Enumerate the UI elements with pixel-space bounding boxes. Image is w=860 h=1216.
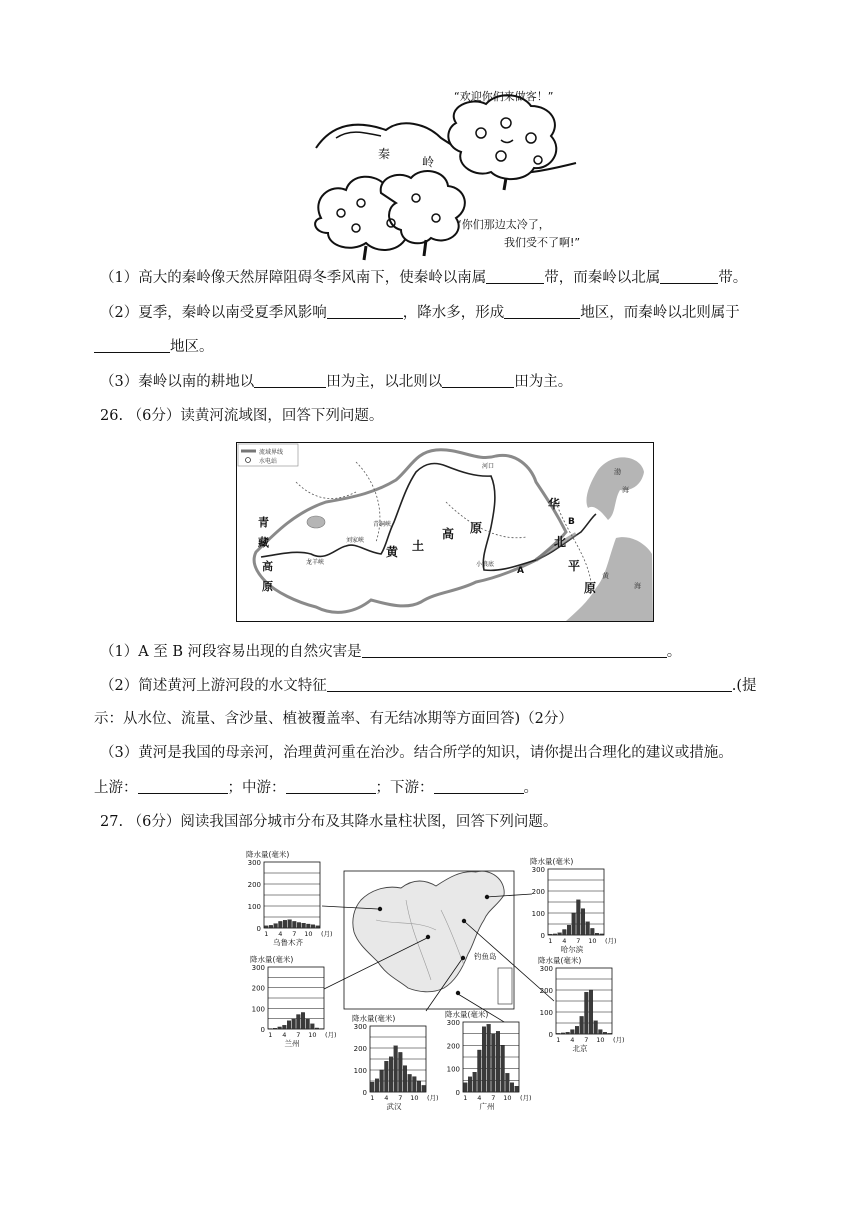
chart-bar [594,1021,598,1034]
chart-bar [515,1086,519,1092]
chart-bar [585,992,589,1034]
chart-bar [283,920,287,928]
chart-ytick: 200 [531,888,545,896]
chart-xtick: 7 [292,930,297,938]
svg-text:B: B [568,517,575,527]
svg-text:河口: 河口 [482,463,495,470]
svg-text:A: A [517,566,524,576]
q25-blank-6[interactable] [254,373,326,388]
svg-text:高: 高 [442,527,455,541]
chart-bar [315,1028,319,1029]
chart-xtick: 4 [562,937,567,945]
chart-city-title: 北京 [572,1044,588,1053]
q25-part3: （3）秦岭以南的耕地以 田为主，以北则以 田为主。 [100,374,573,390]
svg-text:海: 海 [622,486,629,494]
chart-bar [464,1083,468,1092]
chart-bar [283,1025,287,1029]
chart-xtick: 10 [588,937,597,945]
svg-text:流域界线: 流域界线 [259,449,284,456]
chart-ylabel: 降水量(毫米) [445,1010,489,1019]
chart-xtick: 4 [384,1094,389,1102]
chart-bar [589,990,593,1034]
north-tree-illustration [315,171,465,260]
svg-text:华: 华 [548,497,561,511]
chart-ytick: 0 [256,925,261,933]
q26-part3: （3）黄河是我国的母亲河，治理黄河重在治沙。结合所学的知识，请你提出合理化的建议或措施。 [100,745,733,761]
q25-blank-3[interactable] [327,304,403,319]
chart-xtick: 4 [282,1031,287,1039]
chart-bar [501,1045,505,1092]
chart-city-title: 广州 [479,1102,495,1111]
chart-bar [403,1066,407,1092]
chart-bar [603,1032,607,1034]
mountain-label-ling: 岭 [422,155,435,169]
chart-xlabel: (月) [613,1036,625,1044]
chart-ytick: 0 [548,1031,553,1039]
chart-xlabel: (月) [520,1094,532,1102]
chart-bar [306,1019,310,1029]
chart-ytick: 100 [353,1067,367,1075]
chart-ytick: 100 [446,1065,460,1074]
q25-blank-2[interactable] [660,269,718,284]
chart-bar [487,1024,491,1092]
chart-bar [572,913,576,935]
chart-bar [297,923,301,929]
chart-bar [492,1034,496,1092]
chart-bar [595,933,599,935]
q26-part2: （2）简述黄河上游河段的水文特征 .(提 [100,678,757,694]
chart-bar [473,1072,477,1092]
precip-chart-3 [352,1013,439,1111]
chart-bar [274,924,278,928]
chart-xlabel: (月) [321,930,333,938]
chart-xtick: 10 [596,1036,605,1044]
chart-xtick: 10 [410,1094,419,1102]
chart-xtick: 1 [264,930,269,938]
chart-xtick: 4 [477,1094,482,1102]
chart-bar [482,1027,486,1092]
chart-bar [577,900,581,935]
svg-text:钓鱼岛: 钓鱼岛 [474,952,497,961]
chart-ytick: 300 [531,866,545,874]
china-precipitation-figure [236,840,626,1116]
chart-ylabel: 降水量(毫米) [538,956,582,965]
chart-xtick: 1 [268,1031,273,1039]
q25-blank-7[interactable] [442,373,514,388]
chart-bar [553,934,557,935]
precip-chart-1 [246,849,333,947]
chart-ytick: 100 [247,903,261,911]
chart-bar [292,1019,296,1029]
svg-text:原: 原 [262,580,273,593]
svg-text:原: 原 [470,521,483,535]
q25-part1: （1）高大的秦岭像天然屏障阻碍冬季风南下，使秦岭以南属 带，而秦岭以北属 带。 [100,270,748,286]
chart-xtick: 7 [491,1094,496,1102]
q25-part2: （2）夏季，秦岭以南受夏季风影响 ，降水多，形成 地区，而秦岭以北则属于 [100,305,740,321]
svg-text:刘家峡: 刘家峡 [346,537,365,544]
chart-bar [422,1085,426,1092]
chart-city-title: 武汉 [386,1102,402,1111]
chart-bar [311,925,315,928]
chart-ylabel: 降水量(毫米) [246,850,290,859]
chart-ytick: 300 [251,964,265,972]
city-dot-urumqi [378,907,382,911]
chart-bar [307,924,311,928]
svg-text:海: 海 [634,582,641,590]
chart-bar [278,1027,282,1029]
chart-ytick: 200 [353,1045,367,1053]
chart-xtick: 7 [296,1031,301,1039]
svg-text:小浪底: 小浪底 [476,561,495,568]
chart-bar [567,925,571,935]
chart-ytick: 200 [251,984,265,993]
chart-ytick: 200 [539,987,553,995]
south-tree-illustration [448,95,556,190]
chart-ytick: 300 [247,859,261,867]
chart-bar [506,1073,510,1092]
svg-text:黄: 黄 [602,572,609,580]
svg-text:青铜峡: 青铜峡 [373,521,392,528]
chart-ytick: 0 [455,1089,460,1097]
q26-part2-hint: 示：从水位、流量、含沙量、植被覆盖率、有无结冰期等方面回答)（2分） [94,711,573,727]
svg-text:北: 北 [554,535,567,549]
chart-bar [375,1079,379,1092]
q26-part4: 上游： ；中游： ；下游： 。 [94,780,538,796]
chart-bar [288,920,292,928]
chart-bar [279,921,283,928]
chart-bar [549,934,553,935]
chart-xlabel: (月) [427,1094,439,1102]
chart-bar [478,1050,482,1092]
chart-bar [287,1021,291,1029]
precip-chart-5 [530,856,617,954]
chart-bar [265,926,269,928]
chart-bar [301,1012,305,1029]
chart-xtick: 1 [548,937,553,945]
chart-bar [600,934,604,935]
chart-bar [385,1061,389,1092]
chart-xtick: 4 [570,1036,575,1044]
q26-blank-1[interactable] [362,643,667,658]
chart-ytick: 300 [353,1023,367,1031]
chart-bar [586,922,590,935]
chart-bar [591,928,595,935]
svg-text:原: 原 [584,581,597,595]
q26-title: 26. （6分）读黄河流域图，回答下列问题。 [100,408,384,424]
svg-text:土: 土 [412,539,425,553]
chart-bar [413,1077,417,1092]
q26-blank-downstream[interactable] [434,779,524,794]
speech-bottom-1: “你们那边太冷了， [456,218,550,231]
chart-bar [561,1033,565,1034]
chart-xtick: 10 [304,930,313,938]
chart-bar [566,1032,570,1034]
chart-xtick: 10 [503,1094,512,1102]
q25-blank-5[interactable] [94,338,170,353]
chart-bar [273,1028,277,1029]
svg-text:高: 高 [262,560,273,573]
chart-ylabel: 降水量(毫米) [530,857,574,866]
chart-ytick: 100 [251,1005,265,1014]
speech-top: “欢迎你们来做客！” [454,90,554,103]
q25-blank-1[interactable] [486,269,544,284]
chart-bar [269,925,273,928]
chart-city-title: 哈尔滨 [560,945,584,954]
chart-bar [371,1082,375,1092]
chart-bar [557,1033,561,1034]
chart-ytick: 0 [540,932,545,940]
svg-text:平: 平 [568,559,581,573]
chart-bar [599,1030,603,1034]
chart-ytick: 0 [362,1089,367,1097]
chart-xtick: 7 [584,1036,589,1044]
chart-bar [302,923,306,928]
chart-xtick: 1 [370,1094,375,1102]
svg-text:水电站: 水电站 [259,458,278,465]
chart-bar [417,1081,421,1092]
chart-ytick: 300 [446,1019,460,1027]
chart-ytick: 100 [531,910,545,918]
q26-part1: （1）A 至 B 河段容易出现的自然灾害是 。 [100,644,682,660]
chart-bar [510,1083,514,1092]
chart-bar [293,921,297,928]
chart-bar [408,1074,412,1092]
svg-text:龙羊峡: 龙羊峡 [306,559,325,566]
chart-xtick: 10 [308,1031,317,1039]
chart-ytick: 200 [446,1042,460,1051]
mountain-label-qin: 秦 [378,147,391,161]
chart-bar [581,909,585,935]
chart-bar [580,1016,584,1034]
chart-bar [558,933,562,935]
q27-title: 27. （6分）阅读我国部分城市分布及其降水量柱状图，回答下列问题。 [100,814,558,830]
precip-chart-2 [250,954,337,1048]
chart-ytick: 300 [539,965,553,973]
chart-ytick: 200 [247,881,261,889]
chart-bar [389,1057,393,1092]
south-china-sea-inset [498,968,512,1004]
q26-blank-midstream[interactable] [286,779,376,794]
chart-bar [380,1070,384,1092]
chart-bar [563,930,567,936]
chart-bar [468,1077,472,1092]
chart-xtick: 1 [556,1036,561,1044]
svg-text:渤: 渤 [614,468,621,476]
chart-bar [394,1046,398,1092]
map-legend [238,444,298,466]
chart-city-title: 兰州 [284,1039,300,1048]
chart-bar [608,1033,612,1034]
chart-bar [399,1052,403,1092]
speech-bottom-2: 我们受不了啊!” [504,236,581,249]
chart-ytick: 0 [260,1026,265,1034]
chart-xtick: 4 [278,930,283,938]
chart-bar [297,1015,301,1029]
chart-bar [496,1031,500,1092]
chart-ylabel: 降水量(毫米) [352,1014,396,1023]
svg-text:藏: 藏 [258,536,269,549]
q25-blank-4[interactable] [504,304,580,319]
chart-xlabel: (月) [325,1031,337,1039]
q25-part2-cont: 地区。 [94,337,214,357]
yellow-river-basin-map [236,442,654,622]
chart-bar [311,1024,315,1029]
q26-blank-2[interactable] [327,677,732,692]
chart-bar [571,1030,575,1034]
svg-text:黄: 黄 [386,545,399,559]
chart-city-title: 乌鲁木齐 [273,938,303,947]
chart-xtick: 7 [576,937,581,945]
chart-ytick: 100 [539,1009,553,1017]
q26-blank-upstream[interactable] [138,779,228,794]
chart-xtick: 1 [463,1094,468,1102]
precip-chart-6 [538,955,625,1053]
svg-text:青: 青 [258,516,269,529]
chart-ylabel: 降水量(毫米) [250,955,294,964]
qinling-cartoon [306,78,586,264]
chart-xtick: 7 [398,1094,403,1102]
qinghai-lake [307,516,325,528]
chart-xlabel: (月) [605,937,617,945]
chart-bar [575,1026,579,1034]
chart-bar [316,926,320,928]
precip-chart-4 [445,1009,532,1111]
